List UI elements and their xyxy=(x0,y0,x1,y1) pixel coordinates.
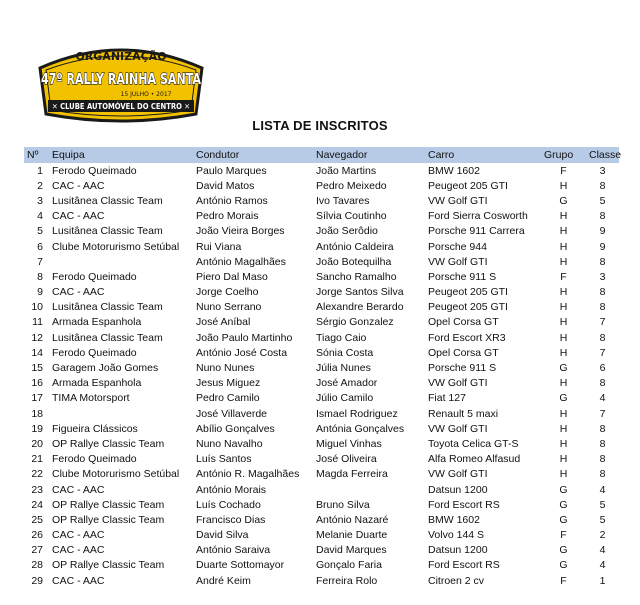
col-header-car: Carro xyxy=(425,147,541,163)
cell-team: Lusitânea Classic Team xyxy=(52,301,163,314)
col-header-number: Nº xyxy=(24,147,49,163)
cell-team: OP Rallye Classic Team xyxy=(52,559,165,572)
table-row xyxy=(24,467,619,482)
cell-group: H xyxy=(559,179,568,192)
cell-team: CAC - AAC xyxy=(52,210,105,223)
cell-driver: António R. Magalhães xyxy=(196,468,300,481)
cell-group: H xyxy=(559,240,568,253)
cell-driver: António Ramos xyxy=(196,194,268,207)
table-header-row xyxy=(24,147,619,163)
cell-driver: Piero Dal Maso xyxy=(196,270,268,283)
cell-driver: Nuno Navalho xyxy=(196,437,263,450)
cell-driver: Jesus Miguez xyxy=(196,377,261,390)
logo-top-text: ORGANIZAÇÃO xyxy=(75,50,167,63)
col-header-driver: Condutor xyxy=(193,147,313,163)
cell-group: H xyxy=(559,346,568,359)
cell-driver: Luís Santos xyxy=(196,453,252,466)
cell-group: G xyxy=(559,498,568,511)
cell-car: Opel Corsa GT xyxy=(428,346,499,359)
cell-group: H xyxy=(559,422,568,435)
cell-navigator: Bruno Silva xyxy=(316,498,370,511)
cell-car: VW Golf GTI xyxy=(428,377,488,390)
cell-car: Porsche 911 S xyxy=(428,270,497,283)
cell-navigator: Alexandre Berardo xyxy=(316,301,404,314)
cell-class: 8 xyxy=(599,422,606,435)
entries-table xyxy=(24,147,622,588)
cell-number: 23 xyxy=(31,483,43,496)
cell-car: VW Golf GTI xyxy=(428,468,488,481)
cell-number: 3 xyxy=(37,194,43,207)
cell-class: 4 xyxy=(599,392,606,405)
table-row xyxy=(24,573,619,588)
cell-number: 4 xyxy=(37,210,43,223)
cell-navigator: José Oliveira xyxy=(316,453,377,466)
cell-navigator: Sérgio Gonzalez xyxy=(316,316,394,329)
cell-driver: Nuno Nunes xyxy=(196,362,255,375)
table-row xyxy=(24,193,619,208)
cell-team: Clube Motorurismo Setúbal xyxy=(52,240,180,253)
cell-car: Toyota Celica GT-S xyxy=(428,437,519,450)
cell-group: G xyxy=(559,544,568,557)
table-row xyxy=(24,543,619,558)
cell-class: 7 xyxy=(599,316,606,329)
cell-number: 29 xyxy=(31,574,43,587)
cell-team: Ferodo Queimado xyxy=(52,346,137,359)
cell-number: 9 xyxy=(37,286,43,299)
table-row xyxy=(24,360,619,375)
cell-driver: Rui Viana xyxy=(196,240,242,253)
cell-driver: David Matos xyxy=(196,179,255,192)
table-row xyxy=(24,300,619,315)
cell-car: Peugeot 205 GTI xyxy=(428,301,508,314)
cell-class: 8 xyxy=(599,468,606,481)
rally-logo xyxy=(26,38,216,124)
cell-driver: Luís Cochado xyxy=(196,498,261,511)
cell-car: Ford Escort RS xyxy=(428,559,500,572)
cell-number: 28 xyxy=(31,559,43,572)
cell-team: Lusitânea Classic Team xyxy=(52,194,163,207)
cell-class: 4 xyxy=(599,544,606,557)
cell-team: OP Rallye Classic Team xyxy=(52,437,165,450)
cell-number: 10 xyxy=(31,301,43,314)
cell-class: 8 xyxy=(599,301,606,314)
table-row xyxy=(24,224,619,239)
table-row xyxy=(24,178,619,193)
cell-team: Clube Motorurismo Setúbal xyxy=(52,468,180,481)
cell-team: CAC - AAC xyxy=(52,574,105,587)
cell-navigator: Tiago Caio xyxy=(316,331,367,344)
col-header-group: Grupo xyxy=(541,147,586,163)
cell-team: CAC - AAC xyxy=(52,483,105,496)
cell-class: 8 xyxy=(599,255,606,268)
table-row xyxy=(24,239,619,254)
table-row xyxy=(24,315,619,330)
cell-car: Porsche 911 Carrera xyxy=(428,225,525,238)
table-row xyxy=(24,482,619,497)
cell-driver: António José Costa xyxy=(196,346,288,359)
cell-driver: António Magalhães xyxy=(196,255,286,268)
cell-car: Ford Sierra Cosworth xyxy=(428,210,528,223)
cell-navigator: António Caldeira xyxy=(316,240,394,253)
cell-group: G xyxy=(559,513,568,526)
cell-number: 6 xyxy=(37,240,43,253)
cell-car: Fiat 127 xyxy=(428,392,466,405)
cell-team: CAC - AAC xyxy=(52,286,105,299)
cell-navigator: Magda Ferreira xyxy=(316,468,388,481)
cell-class: 4 xyxy=(599,559,606,572)
cell-navigator: João Serôdio xyxy=(316,225,378,238)
cell-navigator: Antónia Gonçalves xyxy=(316,422,405,435)
cell-class: 3 xyxy=(599,164,606,177)
cell-navigator: Gonçalo Faria xyxy=(316,559,382,572)
cell-car: Porsche 944 xyxy=(428,240,487,253)
cell-number: 24 xyxy=(31,498,43,511)
cell-group: G xyxy=(559,559,568,572)
cell-class: 9 xyxy=(599,240,606,253)
cell-number: 12 xyxy=(31,331,43,344)
cell-driver: Francisco Dias xyxy=(196,513,266,526)
cell-group: H xyxy=(559,437,568,450)
cell-class: 2 xyxy=(599,529,606,542)
cell-group: F xyxy=(560,164,567,177)
cell-group: H xyxy=(559,453,568,466)
cell-driver: João Vieira Borges xyxy=(196,225,285,238)
cell-team: TIMA Motorsport xyxy=(52,392,130,405)
cell-driver: António Morais xyxy=(196,483,267,496)
cell-team: Armada Espanhola xyxy=(52,377,142,390)
cell-driver: Paulo Marques xyxy=(196,164,267,177)
cell-navigator xyxy=(313,482,425,497)
cell-car: BMW 1602 xyxy=(428,164,480,177)
cell-car: VW Golf GTI xyxy=(428,255,488,268)
cell-navigator: Júlio Camilo xyxy=(316,392,374,405)
cell-number: 15 xyxy=(31,362,43,375)
cell-number: 8 xyxy=(37,270,43,283)
cell-group: H xyxy=(559,255,568,268)
cell-group: F xyxy=(560,574,567,587)
cell-class: 6 xyxy=(599,362,606,375)
cell-group: G xyxy=(559,362,568,375)
cell-number: 14 xyxy=(31,346,43,359)
table-row xyxy=(24,406,619,421)
cell-driver: António Saraiva xyxy=(196,544,271,557)
cell-team: Lusitânea Classic Team xyxy=(52,331,163,344)
cell-car: Alfa Romeo Alfasud xyxy=(428,453,521,466)
cell-navigator: José Amador xyxy=(316,377,378,390)
cell-group: H xyxy=(559,377,568,390)
cell-navigator: Ivo Tavares xyxy=(316,194,370,207)
cell-team: Ferodo Queimado xyxy=(52,270,137,283)
cell-group: H xyxy=(559,210,568,223)
cell-group: G xyxy=(559,194,568,207)
cell-class: 5 xyxy=(599,498,606,511)
cell-group: H xyxy=(559,286,568,299)
cell-number: 26 xyxy=(31,529,43,542)
table-row xyxy=(24,436,619,451)
cell-car: Peugeot 205 GTI xyxy=(428,286,508,299)
cell-car: Porsche 911 S xyxy=(428,362,497,375)
cell-group: G xyxy=(559,392,568,405)
cell-team: Lusitânea Classic Team xyxy=(52,225,163,238)
cell-team: OP Rallye Classic Team xyxy=(52,513,165,526)
cell-navigator: Jorge Santos Silva xyxy=(316,286,404,299)
cell-navigator: David Marques xyxy=(316,544,387,557)
cell-number: 27 xyxy=(31,544,43,557)
cell-group: H xyxy=(559,301,568,314)
table-row xyxy=(24,345,619,360)
cell-driver: João Paulo Martinho xyxy=(196,331,293,344)
cell-driver: Duarte Sottomayor xyxy=(196,559,285,572)
cell-class: 1 xyxy=(599,574,606,587)
cell-car: Opel Corsa GT xyxy=(428,316,499,329)
table-row xyxy=(24,558,619,573)
cell-class: 7 xyxy=(599,346,606,359)
cell-number: 18 xyxy=(31,407,43,420)
cell-driver: Jorge Coelho xyxy=(196,286,259,299)
cell-driver: André Keim xyxy=(196,574,251,587)
cell-team xyxy=(49,254,193,269)
cell-number: 2 xyxy=(37,179,43,192)
cell-class: 5 xyxy=(599,513,606,526)
cell-group: F xyxy=(560,270,567,283)
cell-group: F xyxy=(560,529,567,542)
table-row xyxy=(24,376,619,391)
cell-driver: David Silva xyxy=(196,529,249,542)
table-row xyxy=(24,421,619,436)
cell-class: 8 xyxy=(599,331,606,344)
cell-class: 8 xyxy=(599,437,606,450)
cell-team: Ferodo Queimado xyxy=(52,164,137,177)
cell-team: Figueira Clássicos xyxy=(52,422,138,435)
cell-class: 8 xyxy=(599,377,606,390)
cell-team: CAC - AAC xyxy=(52,179,105,192)
cell-group: H xyxy=(559,331,568,344)
cell-number: 20 xyxy=(31,437,43,450)
cell-car: Datsun 1200 xyxy=(428,544,488,557)
cell-class: 4 xyxy=(599,483,606,496)
cell-driver: Abílio Gonçalves xyxy=(196,422,275,435)
cell-class: 8 xyxy=(599,453,606,466)
cell-car: Datsun 1200 xyxy=(428,483,488,496)
cell-car: VW Golf GTI xyxy=(428,194,488,207)
logo-bottom-text: ✕ CLUBE AUTOMÓVEL DO CENTRO ✕ xyxy=(52,102,190,111)
cell-team: Garagem João Gomes xyxy=(52,362,159,375)
cell-number: 16 xyxy=(31,377,43,390)
cell-team xyxy=(49,406,193,421)
cell-navigator: Ferreira Rolo xyxy=(316,574,378,587)
cell-navigator: João Martins xyxy=(316,164,377,177)
cell-navigator: Ismael Rodriguez xyxy=(316,407,398,420)
table-row xyxy=(24,209,619,224)
cell-number: 22 xyxy=(31,468,43,481)
cell-car: BMW 1602 xyxy=(428,513,480,526)
table-row xyxy=(24,512,619,527)
page-title: LISTA DE INSCRITOS xyxy=(252,118,388,133)
cell-number: 17 xyxy=(31,392,43,405)
table-row xyxy=(24,497,619,512)
table-row xyxy=(24,285,619,300)
cell-driver: Pedro Camilo xyxy=(196,392,260,405)
cell-number: 25 xyxy=(31,513,43,526)
cell-group: H xyxy=(559,316,568,329)
cell-driver: José Aníbal xyxy=(196,316,251,329)
cell-navigator: João Botequilha xyxy=(316,255,392,268)
cell-car: Citroen 2 cv xyxy=(428,574,485,587)
cell-number: 11 xyxy=(32,316,43,329)
cell-group: H xyxy=(559,468,568,481)
cell-number: 5 xyxy=(37,225,43,238)
cell-navigator: António Nazaré xyxy=(316,513,389,526)
cell-driver: José Villaverde xyxy=(196,407,268,420)
cell-team: Ferodo Queimado xyxy=(52,453,137,466)
cell-driver: Pedro Morais xyxy=(196,210,259,223)
logo-date-text: 15 JULHO • 2017 xyxy=(120,91,172,98)
cell-navigator: Pedro Meixedo xyxy=(316,179,387,192)
cell-driver: Nuno Serrano xyxy=(196,301,262,314)
cell-navigator: Sílvia Coutinho xyxy=(316,210,387,223)
cell-group: H xyxy=(559,225,568,238)
cell-car: Peugeot 205 GTI xyxy=(428,179,508,192)
cell-navigator: Júlia Nunes xyxy=(316,362,371,375)
cell-team: CAC - AAC xyxy=(52,544,105,557)
cell-number: 7 xyxy=(37,255,43,268)
cell-class: 8 xyxy=(599,179,606,192)
cell-navigator: Miguel Vinhas xyxy=(316,437,382,450)
cell-navigator: Sancho Ramalho xyxy=(316,270,397,283)
cell-car: Volvo 144 S xyxy=(428,529,485,542)
cell-car: Ford Escort RS xyxy=(428,498,500,511)
cell-group: G xyxy=(559,483,568,496)
table-row xyxy=(24,254,619,269)
cell-class: 9 xyxy=(599,225,606,238)
cell-group: H xyxy=(559,407,568,420)
cell-number: 19 xyxy=(31,422,43,435)
cell-car: Ford Escort XR3 xyxy=(428,331,506,344)
cell-class: 8 xyxy=(599,286,606,299)
col-header-team: Equipa xyxy=(49,147,193,163)
cell-class: 3 xyxy=(599,270,606,283)
cell-car: Renault 5 maxi xyxy=(428,407,499,420)
cell-team: CAC - AAC xyxy=(52,529,105,542)
cell-class: 5 xyxy=(599,194,606,207)
logo-main-text: 47º RALLY RAINHA SANTA xyxy=(41,70,202,88)
table-row xyxy=(24,163,619,178)
col-header-navigator: Navegador xyxy=(313,147,425,163)
cell-team: OP Rallye Classic Team xyxy=(52,498,165,511)
cell-navigator: Sónia Costa xyxy=(316,346,374,359)
table-row xyxy=(24,528,619,543)
cell-car: VW Golf GTI xyxy=(428,422,488,435)
cell-team: Armada Espanhola xyxy=(52,316,142,329)
table-row xyxy=(24,330,619,345)
table-row xyxy=(24,452,619,467)
cell-navigator: Melanie Duarte xyxy=(316,529,388,542)
table-row xyxy=(24,391,619,406)
cell-class: 7 xyxy=(599,407,606,420)
table-row xyxy=(24,269,619,284)
cell-number: 1 xyxy=(37,164,43,177)
cell-number: 21 xyxy=(31,453,43,466)
col-header-class: Classe xyxy=(586,147,619,163)
cell-class: 8 xyxy=(599,210,606,223)
